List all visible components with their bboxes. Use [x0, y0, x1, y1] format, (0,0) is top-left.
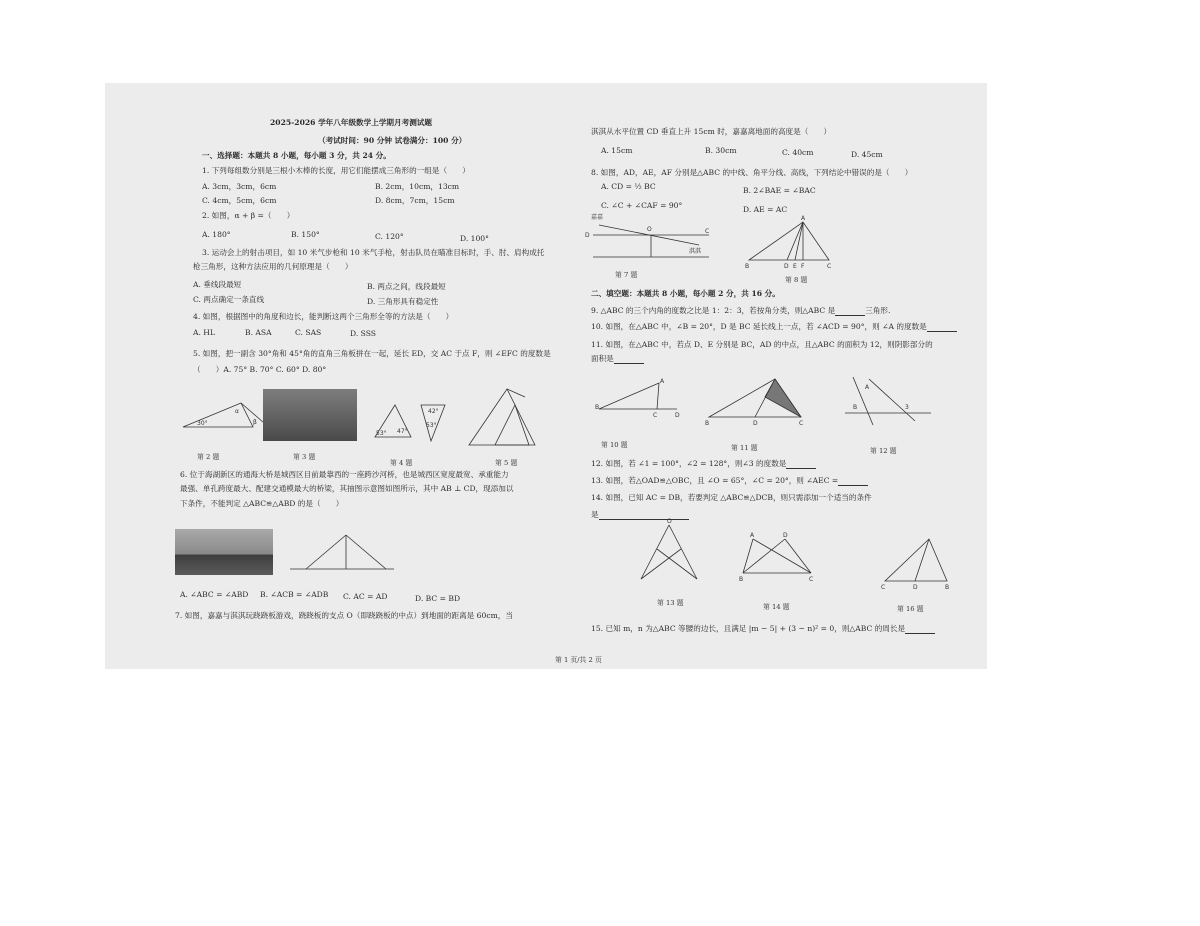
fig11-shaded-region	[765, 379, 801, 417]
scanned-exam-sheet	[105, 83, 987, 669]
q4-option-a: A. HL	[193, 328, 215, 337]
q8-option-b: B. 2∠BAE = ∠BAC	[743, 186, 816, 195]
fig8-label-a: A	[801, 215, 806, 222]
figure-13-caption: 第 13 题	[657, 599, 684, 607]
fig12-label-3: 3	[905, 404, 909, 411]
q7-option-b: B. 30cm	[705, 146, 737, 155]
fig4-label-2: 47°	[397, 428, 408, 435]
figure-5-diagram	[467, 387, 547, 449]
q11-answer-blank[interactable]	[614, 355, 644, 364]
figure-11-caption: 第 11 题	[731, 444, 758, 452]
q4-option-d: D. SSS	[350, 329, 376, 338]
fig7-label-qiqi: 淇淇	[689, 248, 702, 255]
fig4-label-4: 53°	[426, 422, 437, 429]
q3-option-d: D. 三角形具有稳定性	[367, 297, 439, 306]
q15-answer-blank[interactable]	[905, 625, 935, 634]
q3-stem-line1: 3. 运动会上的射击项目，如 10 米气步枪和 10 米气手枪，射击队员在瞄准目标时，手、肘、肩构成托	[202, 248, 545, 257]
q6-option-d: D. BC = BD	[415, 594, 461, 603]
q10	[591, 321, 957, 332]
figure-14-caption: 第 14 题	[763, 603, 790, 611]
q3-stem-line2: 枪三角形，这种方法应用的几何原理是（ ）	[193, 262, 353, 271]
fig2-beta: β	[253, 419, 257, 426]
exam-title: 2025-2026 学年八年级数学上学期月考测试题	[270, 118, 432, 127]
section-1-heading: 一、选择题：本题共 8 小题，每小题 3 分，共 24 分。	[202, 151, 391, 160]
q3-option-a: A. 垂线段最短	[193, 280, 242, 289]
q1-option-a: A. 3cm，3cm，6cm	[202, 182, 277, 191]
fig16-label-d: D	[913, 584, 918, 591]
q9-tail: 三角形.	[865, 306, 891, 315]
fig8-label-c: C	[827, 263, 832, 270]
fig7-label-d: D	[585, 232, 590, 239]
q5-options: （ ）A. 75° B. 70° C. 60° D. 80°	[193, 365, 327, 374]
q7-stem: 7. 如图，嘉嘉与淇淇玩跷跷板游戏，跷跷板的支点 O（即跷跷板的中点）到地面的距离是 60cm，当	[175, 611, 513, 620]
fig14-label-d: D	[783, 532, 788, 539]
q6-option-a: A. ∠ABC = ∠ABD	[180, 590, 249, 599]
fig14-label-b: B	[739, 576, 744, 583]
fig12-label-a: A	[865, 384, 870, 391]
figure-4-diagram	[373, 401, 453, 443]
figure-6-diagram	[290, 535, 400, 575]
q8-stem: 8. 如图，AD，AE，AF 分别是△ABC 的中线、角平分线、高线，下列结论中错误的是（ ）	[591, 168, 913, 177]
q10-text: 10. 如图，在△ABC 中，∠B = 20°，D 是 BC 延长线上一点，若 ∠ACD = 90°，则 ∠A 的度数是	[591, 322, 927, 331]
q2-option-a: A. 180°	[202, 230, 231, 239]
fig5-triangle-30	[469, 389, 535, 445]
q8-option-d: D. AE = AC	[743, 205, 788, 214]
q2-option-c: C. 120°	[375, 232, 404, 241]
fig14-label-a: A	[750, 532, 755, 539]
q1-stem: 1. 下列每组数分别是三根小木棒的长度，用它们能摆成三角形的一组是（ ）	[202, 166, 470, 175]
figure-14-diagram	[739, 532, 821, 583]
fig8-label-b: B	[745, 263, 750, 270]
q7-option-c: C. 40cm	[782, 148, 814, 157]
q9-text: 9. △ABC 的三个内角的度数之比是 1：2：3，若按角分类，则△ABC 是	[591, 306, 836, 315]
fig2-triangle	[183, 403, 253, 427]
q14-line2	[591, 509, 689, 520]
q3-option-c: C. 两点确定一条直线	[193, 295, 265, 304]
fig7-label-c: C	[705, 228, 710, 235]
q14-line1: 14. 如图，已知 AC = DB，若要判定 △ABC≌△DCB，则只需添加一个适当的条件	[591, 493, 872, 502]
fig10-label-c: C	[653, 412, 658, 419]
fig6-line-ad	[346, 535, 386, 569]
fig10-label-b: B	[595, 404, 600, 411]
figure-11-diagram	[705, 377, 805, 427]
fig5-ed-extension	[507, 389, 525, 397]
fig13-line-ac	[657, 549, 697, 579]
figure-12-diagram	[845, 377, 935, 429]
fig13-line-bd	[641, 549, 681, 579]
fig5-triangle-45	[495, 405, 529, 445]
exam-subtitle: （考试时间：90 分钟 试卷满分：100 分）	[318, 136, 467, 145]
fig14-line-ac	[753, 539, 811, 573]
figure-10-caption: 第 10 题	[601, 441, 628, 449]
fig14-line-ab	[743, 539, 753, 573]
q15	[591, 623, 935, 634]
fig14-line-dc	[785, 539, 811, 573]
q4-stem: 4. 如图，根据图中的角度和边长，能判断这两个三角形全等的方法是（ ）	[193, 312, 454, 321]
figure-6-bridge-photo	[175, 529, 273, 575]
page-footer: 第 1 页/共 2 页	[555, 656, 602, 664]
q14-text: 是	[591, 510, 599, 519]
q11-text: 面积是	[591, 354, 614, 363]
q6-option-b: B. ∠ACB = ∠ADB	[260, 590, 329, 599]
q2-stem: 2. 如图，α + β =（ ）	[202, 211, 295, 220]
fig7-label-o: O	[647, 226, 652, 233]
figure-7-caption: 第 7 题	[615, 271, 638, 279]
fig7-label-jiajia: 嘉嘉	[591, 214, 604, 221]
fig16-triangle	[885, 539, 947, 581]
fig8-label-d: D	[784, 263, 789, 270]
fig13-label-o: O	[667, 518, 672, 525]
fig8-label-f: F	[801, 263, 805, 270]
q12	[591, 458, 816, 469]
q2-option-d: D. 100°	[460, 234, 489, 243]
figure-10-diagram	[595, 379, 685, 419]
figure-3-caption: 第 3 题	[293, 453, 316, 461]
q9-answer-blank[interactable]	[835, 307, 865, 316]
q4-option-b: B. ASA	[245, 328, 272, 337]
q6-stem-line2: 最强、单孔跨度最大、配建交通模最大的桥梁，其抽图示意图如图所示，其中 AB ⊥ CD，现添加以	[180, 484, 514, 493]
q7-option-d: D. 45cm	[851, 150, 883, 159]
figure-2-caption: 第 2 题	[197, 453, 220, 461]
q7-stem-continued: 淇淇从水平位置 CD 垂直上升 15cm 时，嘉嘉离地面的高度是（ ）	[591, 127, 832, 136]
q9	[591, 305, 890, 316]
figure-7-diagram	[585, 213, 711, 263]
fig14-label-c: C	[809, 576, 814, 583]
figure-16-diagram	[881, 537, 951, 591]
fig11-label-c: C	[799, 420, 804, 427]
q1-option-c: C. 4cm，5cm，6cm	[202, 196, 277, 205]
fig10-label-a: A	[660, 378, 665, 385]
figure-8-caption: 第 8 题	[785, 276, 808, 284]
q10-answer-blank[interactable]	[927, 323, 957, 332]
q5-stem: 5. 如图，把一副含 30°角和 45°角的直角三角板拼在一起，延长 ED，交 AC 于点 F，则 ∠EFC 的度数是	[193, 349, 551, 358]
fig8-bisector-ae	[795, 222, 803, 260]
q12-text: 12. 如图，若 ∠1 = 100°，∠2 = 128°，则∠3 的度数是	[591, 459, 787, 468]
q2-option-b: B. 150°	[291, 230, 320, 239]
fig6-line-ac	[306, 535, 346, 569]
figure-5-caption: 第 5 题	[495, 459, 518, 467]
q8-option-a: A. CD = ½ BC	[601, 182, 656, 191]
fig14-line-db	[743, 539, 785, 573]
q6-stem-line1: 6. 位于海湖新区的通海大桥是城西区目前最靠西的一座跨沙河桥，也是城西区宽度最宽、承重能力	[180, 470, 509, 479]
q15-text: 15. 已知 m，n 为△ABC 等腰的边长，且满足 |m − 5| + (3 − n)² = 0，则△ABC 的周长是	[591, 624, 906, 633]
q4-option-c: C. SAS	[295, 328, 322, 337]
fig2-alpha: α	[235, 408, 239, 415]
q1-option-b: B. 2cm，10cm，13cm	[375, 182, 460, 191]
figure-3-shooting-photo	[263, 389, 357, 441]
q13	[591, 475, 868, 486]
fig13-line-ob	[641, 525, 669, 579]
figure-16-caption: 第 16 题	[897, 605, 924, 613]
fig12-line-2	[869, 379, 915, 421]
fig11-label-d: D	[753, 420, 758, 427]
q13-text: 13. 如图，若△OAD≌△OBC，且 ∠O = 65°，∠C = 20°，则 ∠AEC =	[591, 476, 839, 485]
q13-answer-blank[interactable]	[838, 477, 868, 486]
figure-8-diagram	[743, 215, 833, 270]
fig8-label-e: E	[793, 263, 797, 270]
q11-line2	[591, 353, 644, 364]
fig16-label-c: C	[881, 584, 886, 591]
fig2-angle-30: 30°	[197, 420, 208, 427]
fig13-line-oc	[669, 525, 697, 579]
fig16-label-b: B	[945, 584, 950, 591]
fig10-triangle	[599, 383, 659, 409]
fig4-label-1: 53°	[376, 430, 387, 437]
q12-answer-blank[interactable]	[786, 460, 816, 469]
fig11-label-b: B	[705, 420, 710, 427]
q14-answer-blank[interactable]	[599, 511, 689, 520]
q3-option-b: B. 两点之间，线段最短	[367, 282, 446, 291]
fig4-label-3: 42°	[428, 408, 439, 415]
q6-option-c: C. AC = AD	[343, 592, 388, 601]
figure-13-diagram	[635, 518, 705, 585]
figure-12-caption: 第 12 题	[870, 447, 897, 455]
right-column	[555, 83, 987, 669]
q7-option-a: A. 15cm	[601, 146, 633, 155]
figure-2-diagram	[183, 393, 273, 433]
fig12-label-b: B	[853, 404, 858, 411]
figure-4-caption: 第 4 题	[390, 459, 413, 467]
left-column	[105, 83, 575, 669]
q6-stem-line3: 下条件，不能判定 △ABC≌△ABD 的是（ ）	[180, 499, 344, 508]
q11-line1: 11. 如图，在△ABC 中，若点 D、E 分别是 BC，AD 的中点，且△ABC 的面积为 12，则阴影部分的	[591, 340, 933, 349]
fig12-line-1	[853, 377, 873, 425]
section-2-heading: 二、填空题：本题共 8 小题，每小题 2 分，共 16 分。	[591, 289, 780, 298]
fig10-label-d: D	[675, 412, 680, 419]
q8-option-c: C. ∠C + ∠CAF = 90°	[601, 201, 683, 210]
q1-option-d: D. 8cm，7cm，15cm	[375, 196, 455, 205]
